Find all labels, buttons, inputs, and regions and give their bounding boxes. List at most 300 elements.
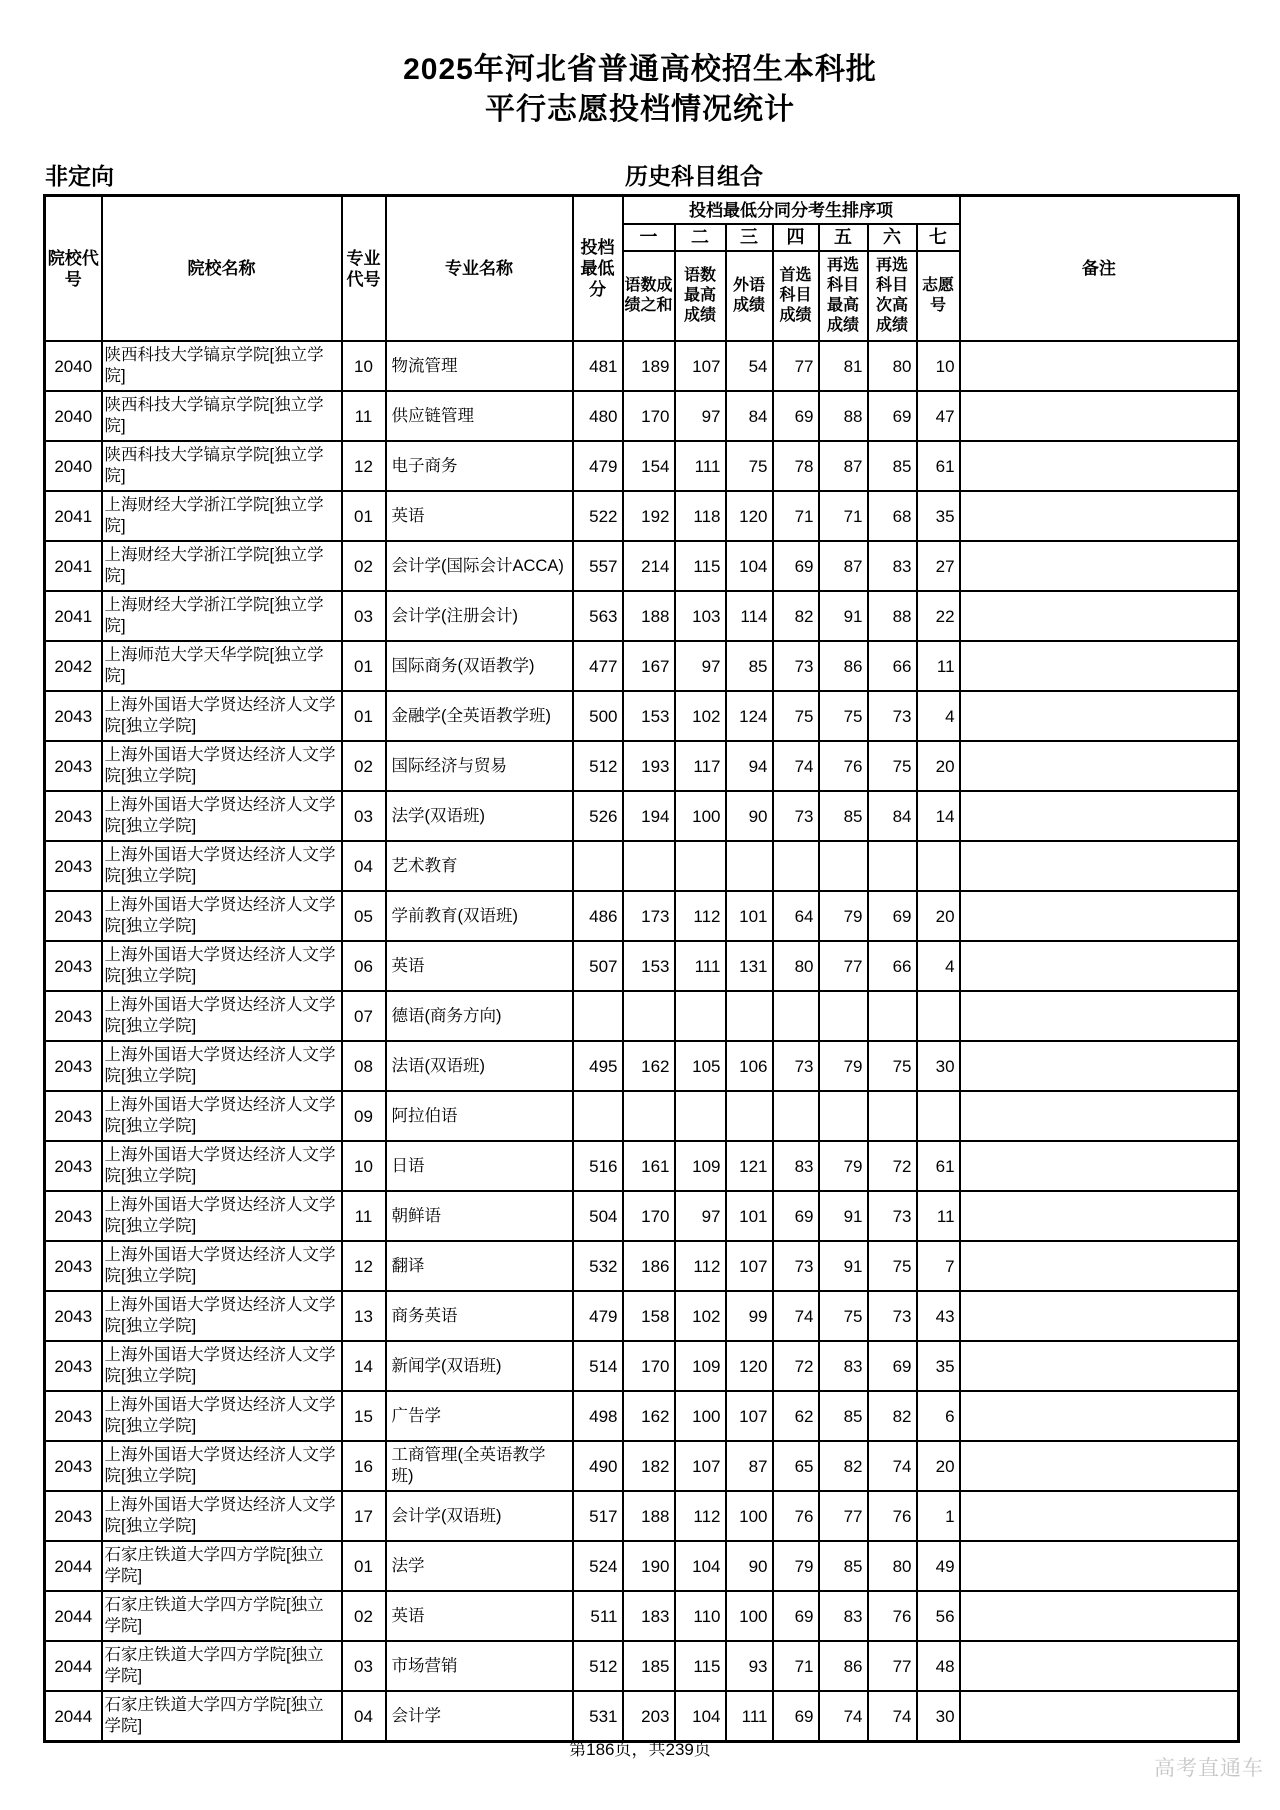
cell-tiebreak-1: 182	[623, 1441, 675, 1491]
cell-tiebreak-1: 183	[623, 1591, 675, 1641]
cell-tiebreak-2: 110	[675, 1591, 726, 1641]
cell-tiebreak-4: 82	[773, 591, 819, 641]
cell-min-score: 526	[573, 791, 623, 841]
cell-tiebreak-7: 11	[917, 1191, 960, 1241]
cell-tiebreak-3: 75	[726, 441, 773, 491]
cell-college-code: 2043	[45, 1191, 102, 1241]
cell-college-name: 上海财经大学浙江学院[独立学院]	[102, 591, 342, 641]
cell-tiebreak-4: 74	[773, 1291, 819, 1341]
cell-min-score: 514	[573, 1341, 623, 1391]
cell-college-code: 2043	[45, 991, 102, 1041]
cell-remark	[960, 1441, 1239, 1491]
cell-tiebreak-1: 170	[623, 1341, 675, 1391]
cell-tiebreak-3: 104	[726, 541, 773, 591]
cell-tiebreak-6: 68	[868, 491, 917, 541]
cell-tiebreak-4: 69	[773, 1191, 819, 1241]
cell-major-code: 16	[342, 1441, 386, 1491]
cell-college-code: 2043	[45, 1091, 102, 1141]
cell-tiebreak-2: 117	[675, 741, 726, 791]
cell-tiebreak-2: 104	[675, 1691, 726, 1742]
cell-major-code: 14	[342, 1341, 386, 1391]
cell-tiebreak-5: 91	[819, 1241, 868, 1291]
cell-min-score: 557	[573, 541, 623, 591]
cell-tiebreak-6: 76	[868, 1491, 917, 1541]
cell-tiebreak-2: 102	[675, 1291, 726, 1341]
cell-tiebreak-6: 69	[868, 391, 917, 441]
cell-tiebreak-1: 158	[623, 1291, 675, 1341]
cell-tiebreak-4: 62	[773, 1391, 819, 1441]
cell-tiebreak-1: 190	[623, 1541, 675, 1591]
header-tiebreak-num-7: 七	[917, 224, 960, 251]
cell-tiebreak-6: 73	[868, 1291, 917, 1341]
cell-tiebreak-1: 153	[623, 941, 675, 991]
cell-tiebreak-6: 85	[868, 441, 917, 491]
cell-remark	[960, 391, 1239, 441]
header-row-group	[45, 196, 1239, 225]
cell-tiebreak-6: 66	[868, 941, 917, 991]
cell-major-name: 学前教育(双语班)	[386, 891, 573, 941]
cell-tiebreak-3: 94	[726, 741, 773, 791]
cell-college-code: 2043	[45, 1141, 102, 1191]
cell-tiebreak-3: 101	[726, 1191, 773, 1241]
cell-tiebreak-6: 82	[868, 1391, 917, 1441]
cell-tiebreak-7: 4	[917, 691, 960, 741]
cell-tiebreak-7: 61	[917, 441, 960, 491]
header-college-code: 院校代号	[45, 196, 102, 342]
cell-tiebreak-3	[726, 991, 773, 1041]
cell-tiebreak-2: 109	[675, 1341, 726, 1391]
cell-tiebreak-6: 75	[868, 741, 917, 791]
cell-tiebreak-6: 75	[868, 1241, 917, 1291]
cell-tiebreak-7: 61	[917, 1141, 960, 1191]
cell-tiebreak-2	[675, 841, 726, 891]
cell-tiebreak-3: 106	[726, 1041, 773, 1091]
cell-college-name: 石家庄铁道大学四方学院[独立学院]	[102, 1691, 342, 1742]
cell-tiebreak-3: 124	[726, 691, 773, 741]
cell-major-code: 11	[342, 391, 386, 441]
section-labels	[0, 158, 1280, 192]
cell-min-score: 507	[573, 941, 623, 991]
header-tiebreak-label-7: 志愿号	[917, 251, 960, 341]
cell-major-code: 15	[342, 1391, 386, 1441]
cell-major-code: 03	[342, 591, 386, 641]
table-row	[45, 1041, 1239, 1091]
table-row	[45, 841, 1239, 891]
cell-tiebreak-2: 104	[675, 1541, 726, 1591]
cell-tiebreak-3: 54	[726, 341, 773, 391]
cell-remark	[960, 341, 1239, 391]
cell-major-name: 朝鲜语	[386, 1191, 573, 1241]
cell-tiebreak-1: 186	[623, 1241, 675, 1291]
cell-college-code: 2043	[45, 1341, 102, 1391]
cell-major-code: 03	[342, 791, 386, 841]
cell-min-score: 517	[573, 1491, 623, 1541]
cell-min-score: 504	[573, 1191, 623, 1241]
cell-tiebreak-3: 99	[726, 1291, 773, 1341]
cell-tiebreak-2: 111	[675, 441, 726, 491]
cell-tiebreak-2: 97	[675, 641, 726, 691]
cell-tiebreak-7: 20	[917, 891, 960, 941]
table-row	[45, 1491, 1239, 1541]
cell-remark	[960, 691, 1239, 741]
cell-college-name: 上海财经大学浙江学院[独立学院]	[102, 491, 342, 541]
table-row	[45, 791, 1239, 841]
cell-min-score: 479	[573, 1291, 623, 1341]
cell-major-code: 04	[342, 841, 386, 891]
cell-tiebreak-1: 167	[623, 641, 675, 691]
cell-major-code: 03	[342, 1641, 386, 1691]
cell-tiebreak-4: 74	[773, 741, 819, 791]
cell-college-name: 上海外国语大学贤达经济人文学院[独立学院]	[102, 1441, 342, 1491]
header-tiebreak-num-3: 三	[726, 224, 773, 251]
cell-tiebreak-7: 35	[917, 1341, 960, 1391]
table-row	[45, 1091, 1239, 1141]
cell-tiebreak-7: 11	[917, 641, 960, 691]
cell-tiebreak-3: 120	[726, 491, 773, 541]
cell-tiebreak-1: 189	[623, 341, 675, 391]
cell-college-name: 上海外国语大学贤达经济人文学院[独立学院]	[102, 1391, 342, 1441]
cell-min-score: 532	[573, 1241, 623, 1291]
cell-major-code: 05	[342, 891, 386, 941]
cell-min-score: 524	[573, 1541, 623, 1591]
cell-remark	[960, 1191, 1239, 1241]
cell-major-code: 01	[342, 691, 386, 741]
cell-remark	[960, 1141, 1239, 1191]
cell-tiebreak-5: 76	[819, 741, 868, 791]
cell-remark	[960, 991, 1239, 1041]
cell-tiebreak-7: 4	[917, 941, 960, 991]
cell-major-code: 02	[342, 741, 386, 791]
cell-tiebreak-6: 80	[868, 1541, 917, 1591]
cell-college-code: 2043	[45, 1441, 102, 1491]
cell-min-score: 490	[573, 1441, 623, 1491]
header-college-name: 院校名称	[102, 196, 342, 342]
cell-min-score: 516	[573, 1141, 623, 1191]
cell-college-code: 2040	[45, 441, 102, 491]
cell-tiebreak-2: 109	[675, 1141, 726, 1191]
page-number: 第186页，共239页	[569, 1740, 711, 1759]
page-title-line2: 平行志愿投档情况统计	[485, 93, 795, 126]
cell-tiebreak-7: 49	[917, 1541, 960, 1591]
cell-college-name: 上海外国语大学贤达经济人文学院[独立学院]	[102, 1241, 342, 1291]
header-remark: 备注	[960, 196, 1239, 342]
cell-remark	[960, 791, 1239, 841]
cell-min-score: 495	[573, 1041, 623, 1091]
cell-major-name: 德语(商务方向)	[386, 991, 573, 1041]
header-tiebreak-num-6: 六	[868, 224, 917, 251]
cell-tiebreak-2: 107	[675, 341, 726, 391]
cell-college-name: 陕西科技大学镐京学院[独立学院]	[102, 341, 342, 391]
cell-tiebreak-4: 72	[773, 1341, 819, 1391]
cell-tiebreak-4: 69	[773, 1591, 819, 1641]
cell-tiebreak-2: 111	[675, 941, 726, 991]
cell-major-code: 01	[342, 1541, 386, 1591]
cell-tiebreak-3: 101	[726, 891, 773, 941]
cell-remark	[960, 1341, 1239, 1391]
cell-major-code: 17	[342, 1491, 386, 1541]
cell-tiebreak-5: 79	[819, 891, 868, 941]
cell-tiebreak-3: 90	[726, 1541, 773, 1591]
cell-major-name: 日语	[386, 1141, 573, 1191]
cell-college-code: 2041	[45, 491, 102, 541]
cell-remark	[960, 541, 1239, 591]
cell-tiebreak-3: 120	[726, 1341, 773, 1391]
cell-tiebreak-2: 100	[675, 791, 726, 841]
cell-college-name: 上海外国语大学贤达经济人文学院[独立学院]	[102, 1041, 342, 1091]
cell-college-name: 上海外国语大学贤达经济人文学院[独立学院]	[102, 841, 342, 891]
cell-min-score: 480	[573, 391, 623, 441]
cell-tiebreak-7: 6	[917, 1391, 960, 1441]
cell-college-code: 2040	[45, 391, 102, 441]
cell-tiebreak-6: 74	[868, 1691, 917, 1742]
cell-tiebreak-7: 22	[917, 591, 960, 641]
cell-remark	[960, 941, 1239, 991]
cell-tiebreak-1: 193	[623, 741, 675, 791]
cell-tiebreak-1: 188	[623, 1491, 675, 1541]
cell-college-code: 2043	[45, 741, 102, 791]
cell-tiebreak-7	[917, 841, 960, 891]
cell-college-name: 上海外国语大学贤达经济人文学院[独立学院]	[102, 991, 342, 1041]
table-row	[45, 491, 1239, 541]
cell-tiebreak-7: 47	[917, 391, 960, 441]
cell-major-name: 金融学(全英语教学班)	[386, 691, 573, 741]
cell-tiebreak-7: 43	[917, 1291, 960, 1341]
header-major-code: 专业代号	[342, 196, 386, 342]
cell-min-score: 563	[573, 591, 623, 641]
cell-tiebreak-1: 170	[623, 1191, 675, 1241]
cell-tiebreak-6: 73	[868, 1191, 917, 1241]
header-tiebreak-label-5: 再选科目最高成绩	[819, 251, 868, 341]
cell-tiebreak-5: 79	[819, 1041, 868, 1091]
table-row	[45, 1391, 1239, 1441]
cell-tiebreak-5: 82	[819, 1441, 868, 1491]
cell-min-score	[573, 991, 623, 1041]
cell-tiebreak-5: 91	[819, 591, 868, 641]
page-title-line1: 2025年河北省普通高校招生本科批	[403, 53, 877, 86]
cell-tiebreak-5: 87	[819, 541, 868, 591]
table-row	[45, 941, 1239, 991]
table-body	[45, 341, 1239, 1742]
cell-tiebreak-7: 20	[917, 1441, 960, 1491]
cell-tiebreak-5: 85	[819, 1541, 868, 1591]
cell-college-code: 2043	[45, 941, 102, 991]
cell-tiebreak-1: 192	[623, 491, 675, 541]
table-row	[45, 991, 1239, 1041]
cell-tiebreak-2: 100	[675, 1391, 726, 1441]
cell-tiebreak-2	[675, 991, 726, 1041]
cell-major-name: 法学	[386, 1541, 573, 1591]
cell-major-code: 10	[342, 1141, 386, 1191]
cell-tiebreak-4: 75	[773, 691, 819, 741]
cell-tiebreak-2: 107	[675, 1441, 726, 1491]
cell-college-code: 2043	[45, 1391, 102, 1441]
cell-tiebreak-1: 162	[623, 1041, 675, 1091]
cell-tiebreak-4: 71	[773, 1641, 819, 1691]
cell-major-name: 广告学	[386, 1391, 573, 1441]
cell-tiebreak-5	[819, 841, 868, 891]
cell-tiebreak-6	[868, 841, 917, 891]
cell-college-code: 2044	[45, 1541, 102, 1591]
cell-tiebreak-2: 112	[675, 1491, 726, 1541]
cell-tiebreak-3: 131	[726, 941, 773, 991]
cell-tiebreak-2: 115	[675, 1641, 726, 1691]
cell-tiebreak-6: 88	[868, 591, 917, 641]
cell-tiebreak-2: 115	[675, 541, 726, 591]
cell-major-name: 阿拉伯语	[386, 1091, 573, 1141]
cell-major-code: 12	[342, 1241, 386, 1291]
cell-tiebreak-4: 73	[773, 1241, 819, 1291]
cell-tiebreak-6: 75	[868, 1041, 917, 1091]
header-tiebreak-label-3: 外语成绩	[726, 251, 773, 341]
cell-tiebreak-6: 73	[868, 691, 917, 741]
cell-college-name: 上海外国语大学贤达经济人文学院[独立学院]	[102, 1491, 342, 1541]
table-row	[45, 641, 1239, 691]
cell-college-code: 2043	[45, 1241, 102, 1291]
table-header	[45, 196, 1239, 342]
cell-major-code: 02	[342, 541, 386, 591]
cell-college-name: 上海外国语大学贤达经济人文学院[独立学院]	[102, 741, 342, 791]
cell-major-name: 艺术教育	[386, 841, 573, 891]
cell-remark	[960, 1391, 1239, 1441]
cell-tiebreak-4: 78	[773, 441, 819, 491]
cell-college-code: 2040	[45, 341, 102, 391]
cell-tiebreak-1: 214	[623, 541, 675, 591]
cell-tiebreak-5: 83	[819, 1341, 868, 1391]
cell-tiebreak-2: 112	[675, 1241, 726, 1291]
cell-college-name: 石家庄铁道大学四方学院[独立学院]	[102, 1641, 342, 1691]
table-row	[45, 1541, 1239, 1591]
cell-tiebreak-5: 83	[819, 1591, 868, 1641]
cell-tiebreak-4: 69	[773, 541, 819, 591]
cell-college-name: 上海外国语大学贤达经济人文学院[独立学院]	[102, 791, 342, 841]
cell-tiebreak-1: 153	[623, 691, 675, 741]
cell-remark	[960, 1541, 1239, 1591]
header-tiebreak-label-4: 首选科目成绩	[773, 251, 819, 341]
table-row	[45, 541, 1239, 591]
cell-college-code: 2044	[45, 1691, 102, 1742]
cell-remark	[960, 1241, 1239, 1291]
cell-remark	[960, 591, 1239, 641]
cell-tiebreak-7: 10	[917, 341, 960, 391]
cell-tiebreak-7: 30	[917, 1041, 960, 1091]
cell-tiebreak-4	[773, 841, 819, 891]
cell-major-code: 02	[342, 1591, 386, 1641]
cell-college-code: 2041	[45, 591, 102, 641]
cell-college-code: 2043	[45, 1491, 102, 1541]
cell-min-score: 477	[573, 641, 623, 691]
cell-tiebreak-5: 81	[819, 341, 868, 391]
cell-remark	[960, 491, 1239, 541]
cell-college-name: 上海外国语大学贤达经济人文学院[独立学院]	[102, 1191, 342, 1241]
cell-tiebreak-6: 77	[868, 1641, 917, 1691]
table-row	[45, 691, 1239, 741]
cell-tiebreak-1: 194	[623, 791, 675, 841]
cell-major-name: 法学(双语班)	[386, 791, 573, 841]
cell-tiebreak-3: 90	[726, 791, 773, 841]
cell-major-code: 06	[342, 941, 386, 991]
cell-tiebreak-3: 93	[726, 1641, 773, 1691]
cell-tiebreak-7: 7	[917, 1241, 960, 1291]
header-tiebreak-group: 投档最低分同分考生排序项	[623, 196, 960, 225]
cell-tiebreak-3: 100	[726, 1491, 773, 1541]
cell-tiebreak-4: 69	[773, 1691, 819, 1742]
cell-college-name: 上海外国语大学贤达经济人文学院[独立学院]	[102, 891, 342, 941]
cell-major-code: 11	[342, 1191, 386, 1241]
cell-college-name: 上海财经大学浙江学院[独立学院]	[102, 541, 342, 591]
cell-major-name: 翻译	[386, 1241, 573, 1291]
cell-tiebreak-3: 100	[726, 1591, 773, 1641]
cell-major-name: 供应链管理	[386, 391, 573, 441]
cell-tiebreak-5	[819, 1091, 868, 1141]
cell-college-name: 上海外国语大学贤达经济人文学院[独立学院]	[102, 691, 342, 741]
cell-tiebreak-5: 86	[819, 641, 868, 691]
cell-tiebreak-3: 87	[726, 1441, 773, 1491]
cell-tiebreak-6: 69	[868, 891, 917, 941]
cell-min-score: 498	[573, 1391, 623, 1441]
page-title	[0, 0, 1280, 130]
cell-remark	[960, 741, 1239, 791]
cell-tiebreak-5: 86	[819, 1641, 868, 1691]
cell-remark	[960, 641, 1239, 691]
cell-tiebreak-5: 85	[819, 791, 868, 841]
cell-tiebreak-5: 87	[819, 441, 868, 491]
cell-tiebreak-7: 20	[917, 741, 960, 791]
cell-min-score: 511	[573, 1591, 623, 1641]
cell-college-name: 陕西科技大学镐京学院[独立学院]	[102, 391, 342, 441]
cell-tiebreak-4: 69	[773, 391, 819, 441]
cell-college-name: 上海外国语大学贤达经济人文学院[独立学院]	[102, 1291, 342, 1341]
cell-major-code: 12	[342, 441, 386, 491]
header-min-score: 投档最低分	[573, 196, 623, 342]
cell-min-score: 500	[573, 691, 623, 741]
table-row	[45, 591, 1239, 641]
cell-tiebreak-2: 102	[675, 691, 726, 741]
cell-college-code: 2043	[45, 791, 102, 841]
cell-tiebreak-1	[623, 991, 675, 1041]
cell-tiebreak-3: 121	[726, 1141, 773, 1191]
cell-major-code: 04	[342, 1691, 386, 1742]
cell-tiebreak-3	[726, 1091, 773, 1141]
cell-tiebreak-7: 48	[917, 1641, 960, 1691]
cell-major-name: 国际商务(双语教学)	[386, 641, 573, 691]
cell-major-name: 商务英语	[386, 1291, 573, 1341]
cell-college-name: 石家庄铁道大学四方学院[独立学院]	[102, 1541, 342, 1591]
cell-major-name: 法语(双语班)	[386, 1041, 573, 1091]
header-tiebreak-label-2: 语数最高成绩	[675, 251, 726, 341]
cell-tiebreak-4: 65	[773, 1441, 819, 1491]
cell-major-name: 物流管理	[386, 341, 573, 391]
cell-major-code: 01	[342, 491, 386, 541]
cell-tiebreak-4: 77	[773, 341, 819, 391]
table-row	[45, 1441, 1239, 1491]
cell-tiebreak-3: 107	[726, 1391, 773, 1441]
cell-tiebreak-5	[819, 991, 868, 1041]
cell-remark	[960, 441, 1239, 491]
cell-min-score: 479	[573, 441, 623, 491]
cell-college-name: 上海外国语大学贤达经济人文学院[独立学院]	[102, 1091, 342, 1141]
cell-tiebreak-5: 85	[819, 1391, 868, 1441]
cell-tiebreak-4: 79	[773, 1541, 819, 1591]
cell-tiebreak-1: 185	[623, 1641, 675, 1691]
cell-tiebreak-7: 14	[917, 791, 960, 841]
cell-college-code: 2043	[45, 891, 102, 941]
cell-major-name: 工商管理(全英语教学班)	[386, 1441, 573, 1491]
cell-tiebreak-7: 56	[917, 1591, 960, 1641]
cell-tiebreak-5: 74	[819, 1691, 868, 1742]
cell-college-code: 2043	[45, 841, 102, 891]
cell-tiebreak-2: 118	[675, 491, 726, 541]
cell-remark	[960, 1291, 1239, 1341]
